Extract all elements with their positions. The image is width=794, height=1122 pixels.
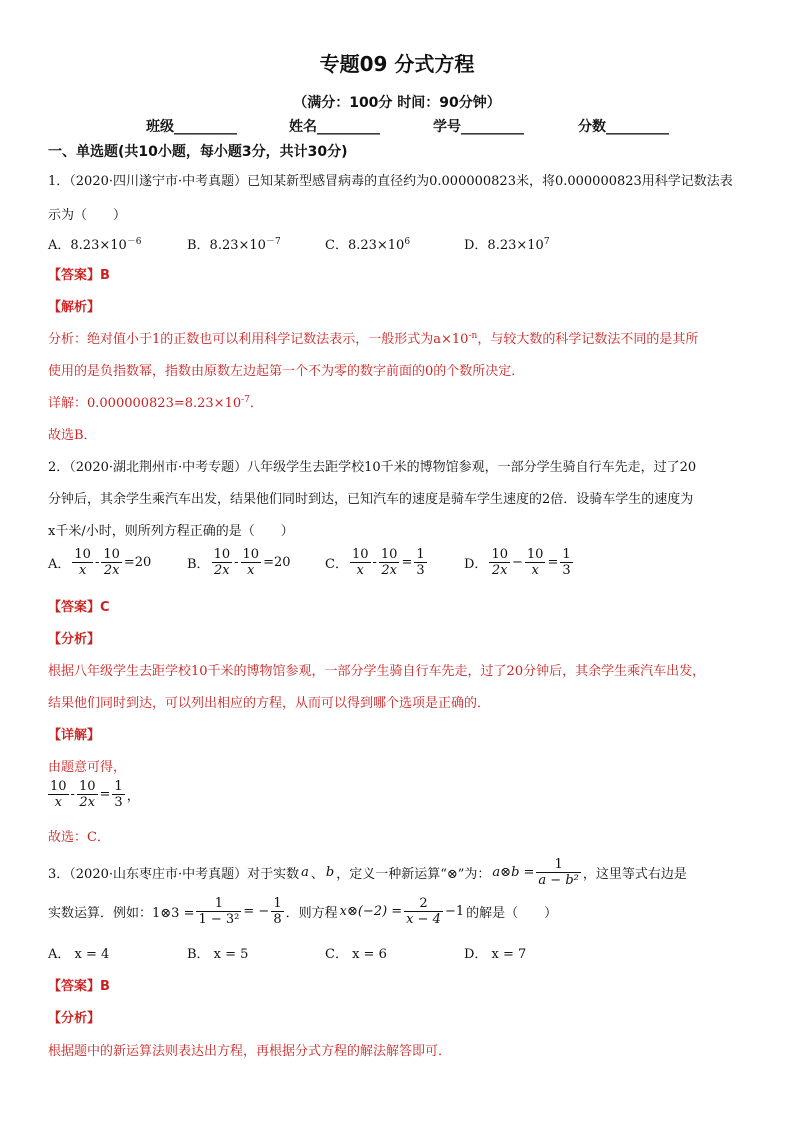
q2-analysis-tag: 【分析】 (48, 632, 101, 647)
q2-analysis-line1: 根据八年级学生去距学校10千米的博物馆参观，一部分学生骑自行车先走，过了20分钟后，其余学生乘汽车出发， (48, 664, 706, 679)
page-title: 专题09 分式方程 (319, 52, 475, 76)
q2-detail-equation: $\frac{10}{x}$ - $\frac{10}{2x}$ = $\frac{1}{3}$ ， (50, 779, 140, 810)
q1-analysis-tag: 【解析】 (48, 300, 101, 315)
q2-option-d: D． $\frac{10}{2x}$ − $\frac{10}{x}$ = $\frac{1}{3}$ (464, 547, 571, 578)
q3-stem-line1: 3．（2020·山东枣庄市·中考真题）对于实数 a 、 b ，定义一种新运算“⊗”为： a⊗b = $\frac{1}{\text{a − b²}}$ ，这里等式右边是 (48, 857, 687, 888)
score-field: 分数_________ (578, 119, 669, 135)
q3-option-a: A． x = 4 (48, 947, 110, 962)
q3-analysis-line1: 根据题中的新运算法则表达出方程，再根据分式方程的解法解答即可． (48, 1044, 452, 1059)
q1-analysis-line1: 分析：绝对值小于1的正数也可以利用科学记数法表示，一般形式为$a\times 10^{-n}$，与较大数的科学记数法不同的是其所 (48, 331, 699, 347)
q2-option-b: B． $\frac{10}{2x}$ - $\frac{10}{x}$ =20 (187, 547, 291, 578)
q2-option-a: A． $\frac{10}{x}$ - $\frac{10}{2x}$ =20 (48, 547, 152, 578)
q2-detail-line1: 由题意可得， (48, 760, 127, 775)
q1-conclusion: 故选B． (48, 428, 97, 443)
q1-option-b: B．$8.23\times 10^{-7}$ (187, 237, 281, 253)
q3-stem-line2: 实数运算．例如：1⊗3 = $\frac{1}{\text{1 − 3²}}$ = − $\frac{1}{8}$ ．则方程 x⊗(−2) = $\frac{2}{x - 4}$ −1 的解是（ ） (48, 896, 558, 927)
q2-analysis-line2: 结果他们同时到达，可以列出相应的方程，从而可以得到哪个选项是正确的． (48, 696, 491, 711)
q1-answer: 【答案】B (48, 268, 110, 283)
q1-detail: 详解：$0.000000823=8.23\times 10^{-7}$． (48, 395, 263, 411)
q1-analysis-line2: 使用的是负指数幂，指数由原数左边起第一个不为零的数字前面的0的个数所决定． (48, 364, 525, 379)
q2-stem-line3: x千米/小时，则所列方程正确的是（ ） (48, 524, 294, 539)
student-id-field: 学号_________ (433, 119, 524, 135)
q2-stem-line1: 2．（2020·湖北荆州市·中考专题）八年级学生去距学校10千米的博物馆参观，一部分学生骑自行车先走，过了20 (48, 460, 697, 475)
q1-stem-line2: 示为（ ） (48, 208, 127, 223)
q3-answer: 【答案】B (48, 979, 110, 994)
q2-stem-line2: 分钟后，其余学生乘汽车出发，结果他们同时到达，已知汽车的速度是骑车学生速度的2倍．设骑车学生的速度为 (48, 492, 694, 507)
q1-option-c: C．$8.23\times 10^6$ (325, 237, 411, 253)
name-field: 姓名_________ (289, 119, 380, 135)
q2-option-c: C． $\frac{10}{x}$ - $\frac{10}{2x}$ = $\frac{1}{3}$ (325, 547, 425, 578)
page-subtitle: （满分：100分 时间：90分钟） (293, 95, 501, 111)
q1-option-a: A．$8.23\times 10^{-6}$ (48, 237, 142, 253)
q2-answer: 【答案】C (48, 600, 110, 615)
q3-option-c: C． x = 6 (325, 947, 387, 962)
q2-conclusion: 故选：C． (48, 830, 110, 845)
q1-stem-line1: 1．（2020·四川遂宁市·中考真题）已知某新型感冒病毒的直径约为0.000000823米，将0.000000823用科学记数法表 (48, 174, 733, 189)
class-field: 班级_________ (146, 119, 237, 135)
section-heading: 一、单选题(共10小题，每小题3分，共计30分) (48, 144, 348, 160)
q3-analysis-tag: 【分析】 (48, 1011, 101, 1026)
q3-option-d: D． x = 7 (464, 947, 527, 962)
q1-option-d: D．$8.23\times 10^7$ (464, 237, 550, 253)
q3-option-b: B． x = 5 (187, 947, 249, 962)
q2-detail-tag: 【详解】 (48, 728, 101, 743)
